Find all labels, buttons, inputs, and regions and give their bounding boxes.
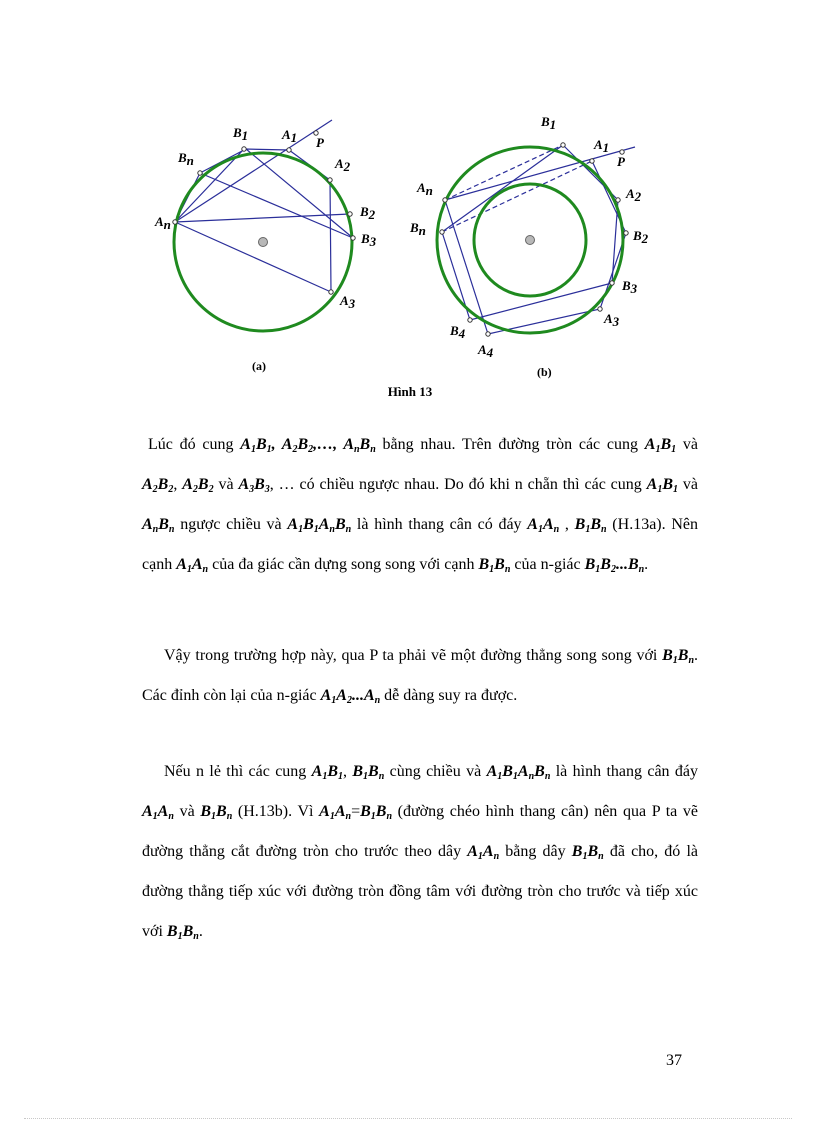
- math-subscript: 3: [249, 484, 255, 495]
- point: [561, 143, 565, 147]
- point: [440, 230, 444, 234]
- point: [348, 212, 352, 216]
- math-subscript: 2: [610, 564, 616, 575]
- math-symbol: B: [375, 803, 387, 820]
- label-bn: Bn: [410, 220, 426, 238]
- math-symbol: A: [644, 436, 656, 453]
- math-subscript: n: [226, 811, 233, 822]
- math-symbol: B: [587, 843, 599, 860]
- math-symbol: ...: [615, 556, 628, 573]
- math-symbol: A: [517, 763, 529, 780]
- label-a3: A3: [340, 293, 356, 311]
- math-symbol: B: [571, 843, 583, 860]
- math-subscript: 1: [338, 771, 343, 782]
- math-symbol: B: [297, 436, 309, 453]
- math-symbol: B: [158, 516, 169, 533]
- math-symbol: A: [191, 556, 203, 573]
- math-subscript: 1: [673, 484, 679, 495]
- math-subscript: 1: [657, 484, 663, 495]
- math-symbol: A: [343, 436, 354, 453]
- math-symbol: B: [478, 556, 490, 573]
- math-symbol: B: [574, 516, 586, 533]
- math-symbol: A: [142, 516, 153, 533]
- math-symbol: A: [157, 803, 169, 820]
- math-subscript: n: [345, 524, 352, 535]
- math-symbol: B: [254, 476, 265, 493]
- math-symbol: B: [660, 436, 672, 453]
- math-subscript: n: [353, 444, 360, 455]
- math-symbol: B: [303, 516, 314, 533]
- math-subscript: 1: [489, 564, 495, 575]
- figure-caption: Hình 13: [387, 384, 433, 399]
- math-symbol: B: [368, 763, 379, 780]
- point: [173, 220, 177, 224]
- label-b1: B1: [233, 125, 249, 143]
- math-subscript: n: [528, 771, 535, 782]
- label-b2: B2: [360, 204, 376, 222]
- figure-13b: [409, 114, 649, 379]
- math-subscript: 1: [477, 851, 483, 862]
- label-a2: A2: [335, 156, 351, 174]
- math-subscript: n: [553, 524, 560, 535]
- math-subscript: n: [378, 771, 385, 782]
- math-subscript: n: [374, 695, 381, 706]
- math-symbol: A: [482, 843, 494, 860]
- math-subscript: 2: [152, 484, 158, 495]
- math-symbol: A: [182, 476, 193, 493]
- math-symbol: B: [360, 803, 371, 820]
- point: [328, 178, 332, 182]
- math-symbol: B: [200, 803, 212, 820]
- label-p: P: [617, 154, 625, 169]
- math-symbol: B: [677, 647, 689, 664]
- math-symbol: A: [542, 516, 554, 533]
- math-subscript: n: [544, 771, 551, 782]
- math-symbol: B: [327, 763, 338, 780]
- page-number: 37: [666, 1052, 682, 1069]
- label-b1: B1: [541, 114, 557, 132]
- math-subscript: 1: [595, 564, 601, 575]
- sublabel-a: (a): [252, 359, 266, 373]
- math-subscript: n: [504, 564, 511, 575]
- math-symbol: B: [502, 763, 513, 780]
- math-subscript: 1: [582, 851, 588, 862]
- math-symbol: B: [216, 803, 227, 820]
- math-subscript: 1: [322, 771, 328, 782]
- math-subscript: 1: [331, 695, 337, 706]
- bottom-dotted-rule: [24, 1118, 792, 1119]
- math-symbol: B: [157, 476, 169, 493]
- math-symbol: A: [318, 516, 330, 533]
- math-subscript: n: [202, 564, 209, 575]
- math-symbol: A: [527, 516, 538, 533]
- math-symbol: B: [334, 516, 346, 533]
- math-subscript: n: [638, 564, 645, 575]
- math-symbol: A: [363, 687, 375, 704]
- math-subscript: 1: [266, 444, 272, 455]
- math-subscript: 1: [537, 524, 543, 535]
- math-symbol: A: [486, 763, 498, 780]
- math-subscript: 1: [250, 444, 256, 455]
- math-subscript: 1: [313, 524, 319, 535]
- math-symbol: B: [584, 556, 596, 573]
- center-point: [259, 238, 268, 247]
- math-subscript: 1: [363, 771, 369, 782]
- figure-13: [0, 0, 816, 400]
- math-symbol: A: [334, 803, 346, 820]
- math-symbol: B: [600, 556, 611, 573]
- math-symbol: B: [627, 556, 639, 573]
- math-symbol: ...: [351, 687, 364, 704]
- math-subscript: 2: [308, 444, 314, 455]
- math-subscript: n: [598, 851, 604, 862]
- point: [287, 148, 291, 152]
- label-b3: B3: [622, 278, 638, 296]
- center-point: [526, 236, 535, 245]
- math-subscript: n: [386, 811, 393, 822]
- math-subscript: n: [152, 524, 159, 535]
- label-a2: A2: [626, 186, 642, 204]
- label-bn: Bn: [178, 150, 194, 168]
- math-symbol: B: [494, 556, 505, 573]
- paragraph-2: Vậy trong trường hợp này, qua P ta phải vẽ một đường thẳng song song với $B_1B_n$. Các đỉnh còn lại của n-giác $A_1A_2...A_n$ dễ dàng suy ra được.: [142, 647, 698, 706]
- math-subscript: 1: [329, 811, 335, 822]
- math-subscript: 2: [192, 484, 198, 495]
- point: [610, 281, 614, 285]
- math-subscript: n: [193, 931, 199, 942]
- math-symbol: A: [319, 803, 330, 820]
- math-symbol: B: [166, 923, 178, 940]
- math-subscript: n: [345, 811, 352, 822]
- math-symbol: B: [352, 763, 364, 780]
- math-subscript: 1: [370, 811, 376, 822]
- point: [468, 318, 472, 322]
- math-subscript: 2: [168, 484, 174, 495]
- math-symbol: A: [176, 556, 187, 573]
- math-subscript: 1: [211, 811, 217, 822]
- math-symbol: A: [142, 803, 153, 820]
- paragraph-3: Nếu n lẻ thì các cung $A_1B_1$, $B_1B_n$ cùng chiều và $A_1B_1A_nB_n$ là hình thang cân đáy $A_1A_n$ và $B_1B_n$ (H.13b). Vì $A_1A_n=B_1B_n$ (đường chéo hình thang cân) nên qua P ta vẽ đường thẳng cắt đường tròn cho trước theo dây $A_1A_n$ bằng dây $B_1B_n$ đã cho, đó là đường thẳng tiếp xúc với đường tròn đồng tâm với đường tròn cho trước và tiếp xúc với $B_1B_n$.: [142, 763, 699, 942]
- point: [198, 171, 202, 175]
- math-subscript: n: [168, 524, 175, 535]
- label-a4: A4: [478, 342, 494, 360]
- point: [486, 332, 490, 336]
- math-subscript: 2: [292, 444, 298, 455]
- math-symbol: A: [142, 476, 153, 493]
- math-subscript: 1: [177, 931, 183, 942]
- math-subscript: 2: [208, 484, 214, 495]
- math-symbol: A: [287, 516, 299, 533]
- point: [329, 290, 333, 294]
- math-symbol: B: [255, 436, 267, 453]
- paragraph-1: Lúc đó cung $A_1B_1$, $A_2B_2,\dots$, $A_nB_n$ bằng nhau. Trên đường tròn các cung $A_1B_1$ và $A_2B_2$, $A_2B_2$ và $A_3B_3$, … có chiều ngược nhau. Do đó khi n chẵn thì các cung $A_1B_1$ và $A_nB_n$ ngược chiều và $A_1B_1A_nB_n$ là hình thang cân có đáy $A_1A_n$ , $B_1B_n$ (H.13a). Nên cạnh $A_1A_n$ của đa giác cần dựng song song với cạnh $B_1B_n$ của n-giác $B_1B_2...B_n$.: [142, 436, 699, 575]
- math-subscript: n: [493, 851, 500, 862]
- math-subscript: 2: [346, 695, 352, 706]
- label-an: An: [155, 214, 171, 232]
- point: [624, 231, 628, 235]
- math-subscript: 1: [585, 524, 591, 535]
- math-symbol: ,…,: [313, 436, 344, 453]
- math-subscript: 1: [298, 524, 304, 535]
- point: [443, 198, 447, 202]
- math-symbol: A: [238, 476, 250, 493]
- math-subscript: 1: [497, 771, 503, 782]
- label-an: An: [417, 180, 433, 198]
- math-subscript: n: [329, 524, 335, 535]
- math-subscript: 1: [672, 655, 678, 666]
- math-subscript: n: [601, 524, 607, 535]
- math-symbol: A: [311, 763, 323, 780]
- sublabel-b: (b): [537, 365, 552, 379]
- label-a1: A1: [282, 127, 298, 145]
- point: [242, 147, 246, 151]
- math-symbol: B: [197, 476, 209, 493]
- math-symbol: B: [662, 647, 673, 664]
- math-subscript: n: [370, 444, 376, 455]
- math-symbol: B: [662, 476, 674, 493]
- label-a3: A3: [604, 311, 620, 329]
- label-a1: A1: [594, 137, 610, 155]
- math-symbol: A: [646, 476, 658, 493]
- label-p: P: [316, 135, 324, 150]
- math-subscript: n: [168, 811, 174, 822]
- math-symbol: A: [320, 687, 332, 704]
- figure-13a: [154, 120, 377, 373]
- point: [351, 236, 355, 240]
- dashed-chord: [442, 161, 592, 232]
- math-subscript: 1: [186, 564, 192, 575]
- math-symbol: A: [281, 436, 293, 453]
- math-symbol: B: [182, 923, 194, 940]
- math-symbol: A: [467, 843, 478, 860]
- label-b2: B2: [633, 228, 649, 246]
- label-b4: B4: [450, 323, 466, 341]
- point: [590, 159, 594, 163]
- chord: [175, 214, 350, 222]
- math-subscript: 1: [655, 444, 661, 455]
- math-subscript: 1: [152, 811, 158, 822]
- math-symbol: A: [240, 436, 251, 453]
- math-symbol: B: [534, 763, 545, 780]
- math-subscript: 1: [671, 444, 677, 455]
- point: [598, 307, 602, 311]
- point: [616, 198, 620, 202]
- math-subscript: n: [688, 655, 694, 666]
- math-symbol: B: [359, 436, 371, 453]
- math-symbol: B: [590, 516, 602, 533]
- math-subscript: 3: [264, 484, 270, 495]
- math-symbol: ,: [271, 436, 282, 453]
- math-symbol: A: [336, 687, 347, 704]
- label-b3: B3: [361, 231, 377, 249]
- math-subscript: 1: [512, 771, 518, 782]
